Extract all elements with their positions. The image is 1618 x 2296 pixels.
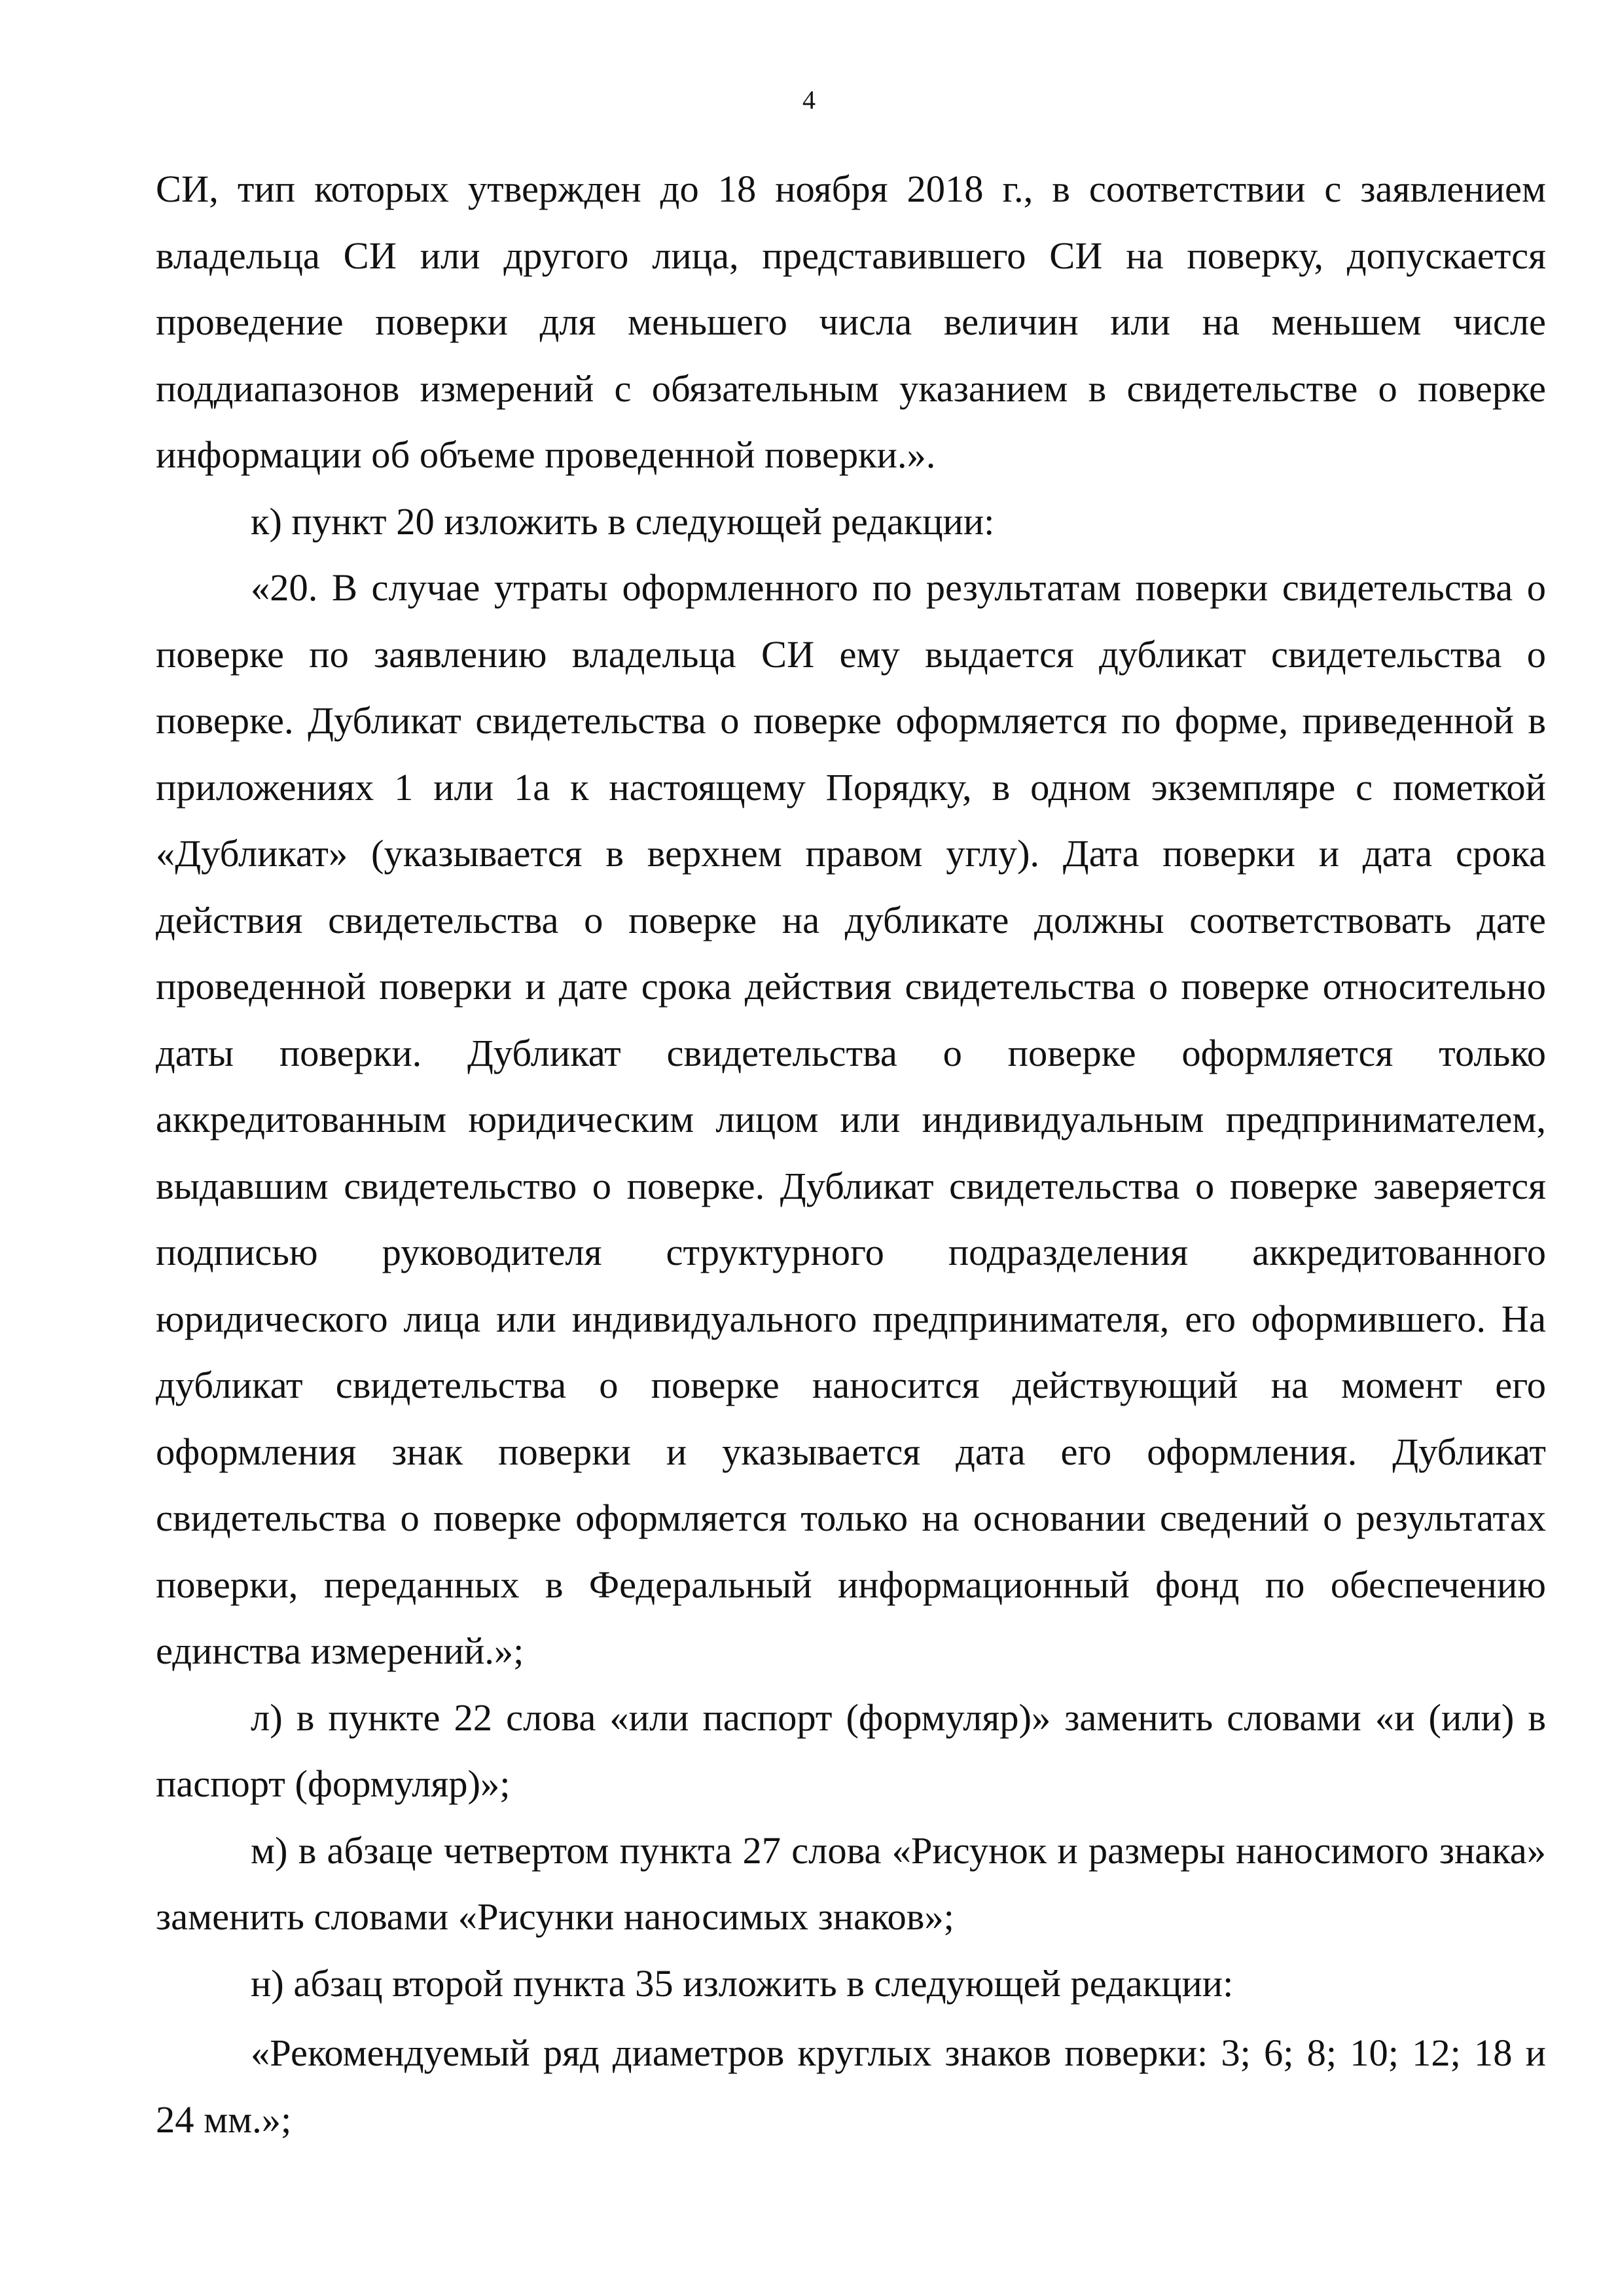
paragraph-item-m: м) в абзаце четвертом пункта 27 слова «Рисунок и размеры наносимого знака» заменить словами «Рисунки наносимых знаков»; xyxy=(156,1829,1546,1938)
document-body xyxy=(156,156,1546,2153)
page-number: 4 xyxy=(802,85,816,115)
paragraph-continuation: СИ, тип которых утвержден до 18 ноября 2018 г., в соответствии с заявлением владельца СИ или другого лица, представившего СИ на поверку, допускается проведение поверки для меньшего числа величин или на меньшем числе поддиапазонов измерений с обязательным указанием в свидетельстве о поверке информации об объеме проведенной поверки.». xyxy=(156,168,1546,476)
paragraph-diameters: «Рекомендуемый ряд диаметров круглых знаков поверки: 3; 6; 8; 10; 12; 18 и 24 мм.»; xyxy=(156,2032,1546,2141)
paragraph-clause-20: «20. В случае утраты оформленного по результатам поверки свидетельства о поверке по заявлению владельца СИ ему выдается дубликат свидетельства о поверке. Дубликат свидетельства о поверке оформляется по форме, приведенной в приложениях 1 или 1а к настоящему Порядку, в одном экземпляре с пометкой «Дубликат» (указывается в верхнем правом углу). Дата поверки и дата срока действия свидетельства о поверке на дубликате должны соответствовать дате проведенной поверки и дате срока действия свидетельства о поверке относительно даты поверки. Дубликат свидетельства о поверке оформляется только аккредитованным юридическим лицом или индивидуальным предпринимателем, выдавшим свидетельство о поверке. Дубликат свидетельства о поверке заверяется подписью руководителя структурного подразделения аккредитованного юридического лица или индивидуального предпринимателя, его оформившего. На дубликат свидетельства о поверке наносится действующий на момент его оформления знак поверки и указывается дата его оформления. Дубликат свидетельства о поверке оформляется только на основании сведений о результатах поверки, переданных в Федеральный информационный фонд по обеспечению единства измерений.»; xyxy=(156,566,1546,1672)
paragraph-item-k: к) пункт 20 изложить в следующей редакции: xyxy=(251,500,995,543)
paragraph-item-n: н) абзац второй пункта 35 изложить в следующей редакции: xyxy=(251,1961,1234,2005)
paragraph-item-l: л) в пункте 22 слова «или паспорт (формуляр)» заменить словами «и (или) в паспорт (формуляр)»; xyxy=(156,1696,1546,1805)
